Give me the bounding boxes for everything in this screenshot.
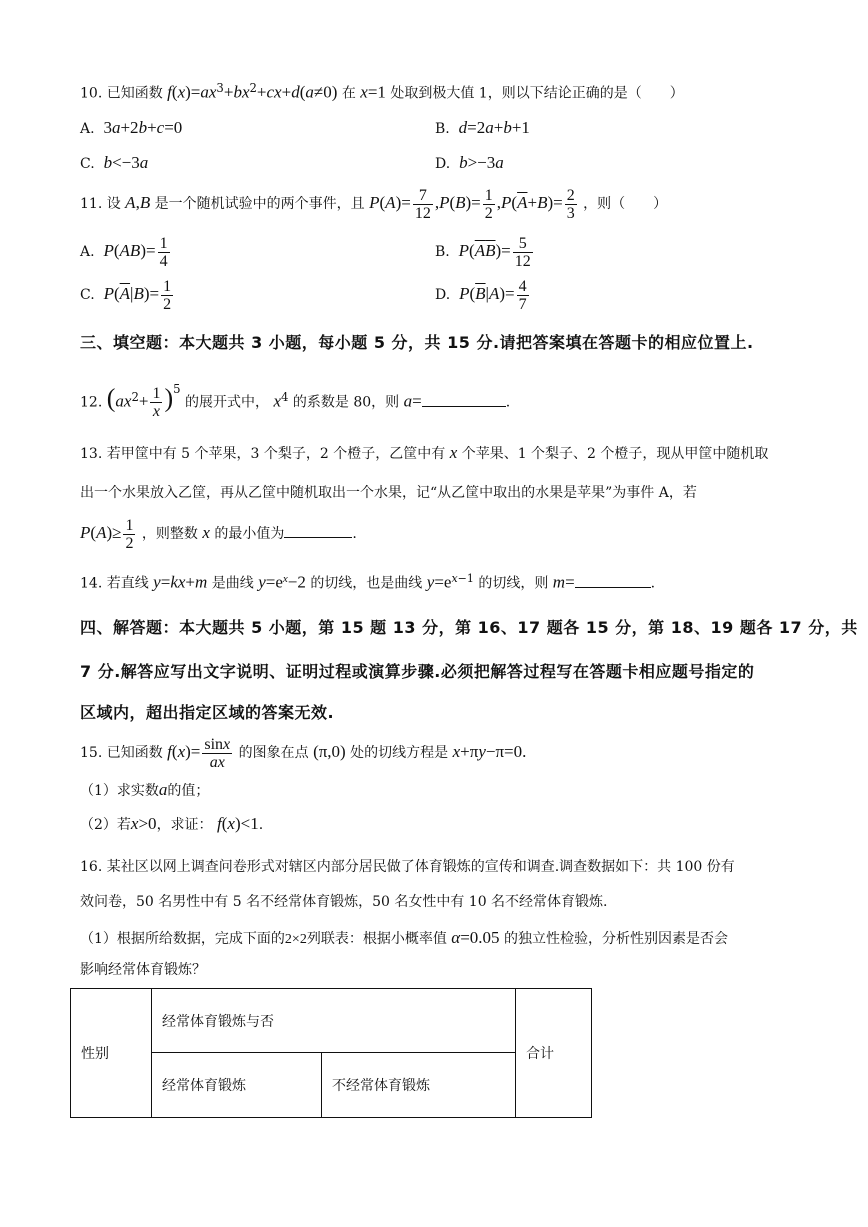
question-13-line2: 出一个水果放入乙筐，再从乙筐中随机取出一个水果，记“从乙筐中取出的水果是苹果”为事件 A，若 bbox=[80, 485, 697, 501]
contingency-table bbox=[70, 988, 592, 1118]
question-13-line1: 13. 若甲筐中有 5 个苹果，3 个梨子，2 个橙子，乙筐中有 x 个苹果、1 个梨子、2 个橙子，现从甲筐中随机取 bbox=[80, 443, 769, 462]
question-15-part2: （2）若x>0，求证： f(x)<1. bbox=[80, 814, 264, 833]
q11-option-a: A. P(AB)= $\frac{1}{4}$ bbox=[80, 234, 168, 270]
question-10-stem: 10. 已知函数 $f(x)=ax^3+bx^2+cx+d(a\ne 0)$ 在 x=1 处取到极大值 1，则以下结论正确的是（ ） bbox=[80, 81, 684, 102]
q10-option-a: A. 3a+2b+c=0 bbox=[80, 118, 183, 137]
question-14: 14. 若直线 y=kx+m 是曲线 $y=e^x-2$ 的切线，也是曲线 $y=e^{x-1}$ 的切线，则 m= . bbox=[80, 572, 656, 592]
q10-option-c: C. b<−3a bbox=[80, 153, 149, 172]
q10-option-b: B. d=2a+b+1 bbox=[435, 118, 530, 137]
question-15-part1: （1）求实数a的值； bbox=[80, 780, 210, 799]
section-4-heading-line1: 四、解答题：本大题共 5 小题，第 15 题 13 分，第 16、17 题各 15 分，第 18、19 题各 17 分，共 bbox=[80, 618, 858, 637]
q11-option-b: B. $P(\overline{A}\overline{B})=$ $\frac{5}{12}$ bbox=[435, 234, 531, 270]
question-15-stem: 15. 已知函数 f(x)= $\frac{\sin x}{ax}$ 的图象在点 (π,0) 处的切线方程是 x+πy−π=0. bbox=[80, 735, 527, 771]
header-exercise-group: 经常体育锻炼与否 bbox=[152, 989, 516, 1053]
header-often-exercise: 经常体育锻炼 bbox=[152, 1053, 322, 1118]
header-total: 合计 bbox=[516, 989, 592, 1118]
question-12: 12. ($ax^2+$ $\frac{1}{x}$ )$^5$ 的展开式中， $x^4$ 的系数是 80，则 a= . bbox=[80, 382, 511, 421]
section-4-heading-line3: 区域内，超出指定区域的答案无效. bbox=[80, 703, 335, 722]
q10-option-d: D. b>−3a bbox=[435, 153, 504, 172]
q11-option-c: C. $P(\overline{A}|B)=$ $\frac{1}{2}$ bbox=[80, 277, 172, 313]
question-13-line3: P(A)≥ $\frac{1}{2}$ ，则整数 x 的最小值为 . bbox=[80, 516, 357, 552]
header-not-often-exercise: 不经常体育锻炼 bbox=[322, 1053, 516, 1118]
section-4-heading-line2: 7 分.解答应写出文字说明、证明过程或演算步骤.必须把解答过程写在答题卡相应题号指定的 bbox=[80, 662, 755, 681]
question-16-line1: 16. 某社区以网上调查问卷形式对辖区内部分居民做了体育锻炼的宣传和调查.调查数据如下：共 100 份有 bbox=[80, 859, 735, 875]
question-16-line4: 影响经常体育锻炼？ bbox=[80, 962, 206, 978]
header-gender: 性别 bbox=[71, 989, 152, 1118]
question-16-line2: 效问卷，50 名男性中有 5 名不经常体育锻炼，50 名女性中有 10 名不经常体育锻炼. bbox=[80, 894, 608, 910]
question-11-stem: 11. 设 A,B 是一个随机试验中的两个事件，且 P(A)= $\frac{7}{12}$ ,P(B)= $\frac{1}{2}$ $,P(\overline{A}+B)=$ $\frac{2}{3}$ ，则（ ） bbox=[80, 186, 668, 222]
question-16-line3: （1）根据所给数据，完成下面的2×2列联表：根据小概率值 α=0.05 的独立性检验，分析性别因素是否会 bbox=[80, 928, 729, 947]
section-3-heading: 三、填空题：本大题共 3 小题，每小题 5 分，共 15 分.请把答案填在答题卡的相应位置上. bbox=[80, 333, 754, 352]
q11-option-d: D. $P(\overline{B}|A)=$ $\frac{4}{7}$ bbox=[435, 277, 527, 313]
